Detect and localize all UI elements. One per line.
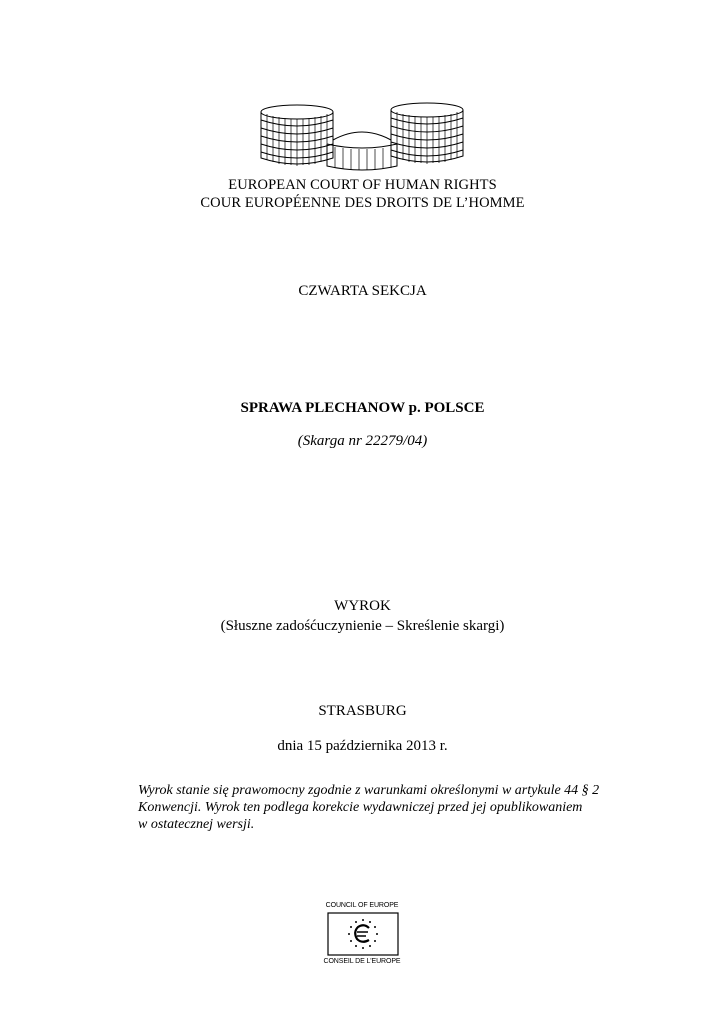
case-title: SPRAWA PLECHANOW p. POLSCE xyxy=(240,400,485,416)
finality-notice xyxy=(138,782,598,833)
notice-line: w ostatecznej wersji. xyxy=(138,817,255,832)
application-number: (Skarga nr 22279/04) xyxy=(297,433,428,449)
judgment-subtitle: (Słuszne zadośćuczynienie – Skreślenie skargi) xyxy=(220,618,505,634)
notice-line: Wyrok stanie się prawomocny zgodnie z warunkami określonymi w artykule 44 § 2 xyxy=(138,783,600,798)
judgment-date: dnia 15 października 2013 r. xyxy=(277,738,448,754)
council-of-europe-emblem-icon xyxy=(327,912,399,956)
council-of-europe-label: COUNCIL OF EUROPE xyxy=(325,902,399,909)
section-heading: CZWARTA SEKCJA xyxy=(298,283,427,299)
conseil-de-l-europe-label: CONSEIL DE L'EUROPE xyxy=(323,958,401,965)
echr-building-icon xyxy=(257,100,467,172)
court-name-english: EUROPEAN COURT OF HUMAN RIGHTS xyxy=(228,177,497,193)
court-name-french: COUR EUROPÉENNE DES DROITS DE L’HOMME xyxy=(200,195,525,211)
notice-line: Konwencji. Wyrok ten podlega korekcie wydawniczej przed jej opublikowaniem xyxy=(138,800,583,815)
judgment-title: WYROK xyxy=(334,598,391,614)
place: STRASBURG xyxy=(318,703,407,719)
